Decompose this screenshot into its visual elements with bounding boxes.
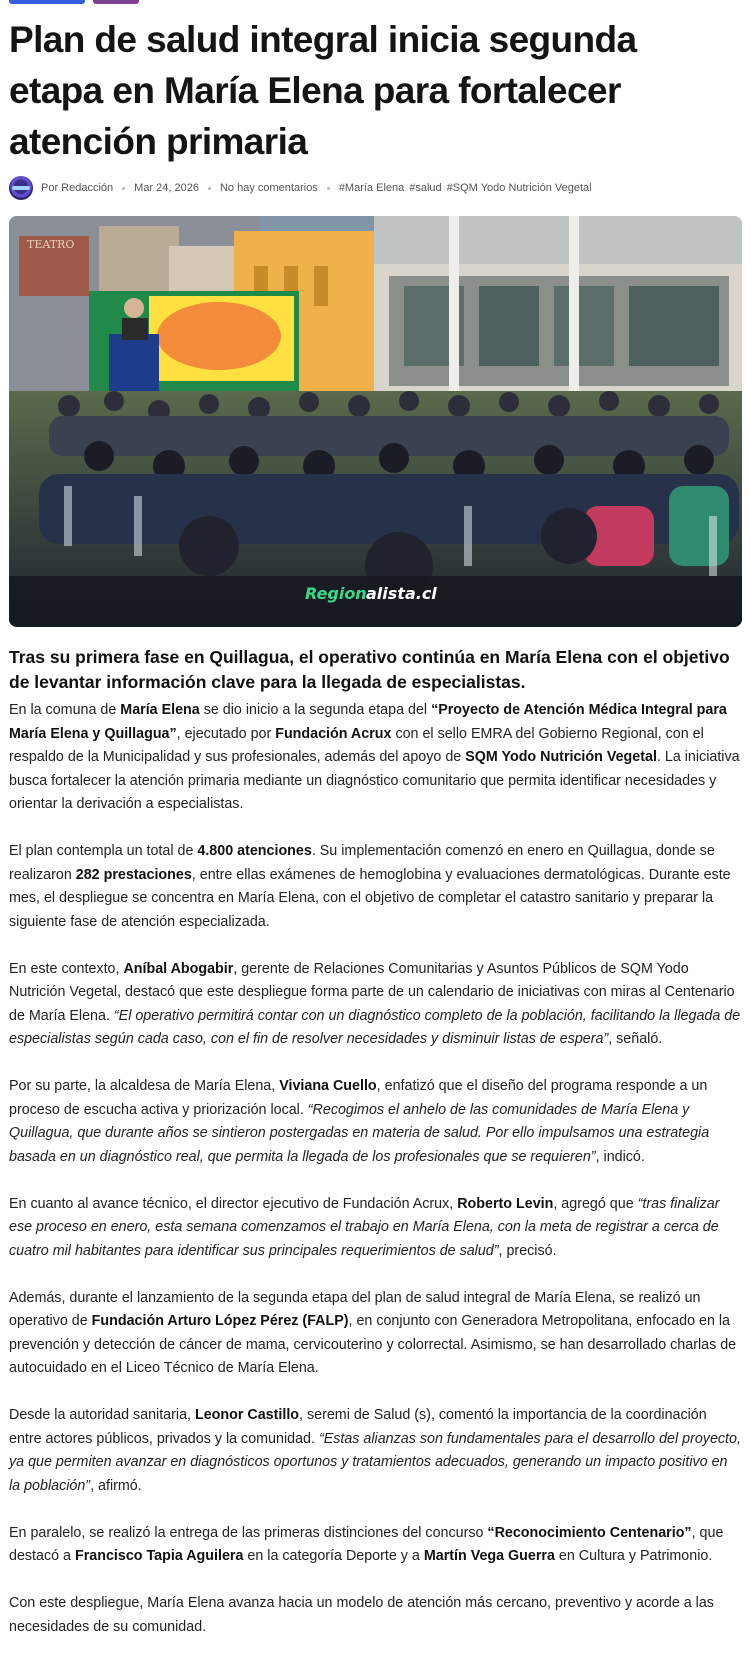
text-run: , gerente de Relaciones Comunitarias y Asuntos Públicos de SQM Yodo Nutrición Vegetal, destacó que este despliegue forma parte de un calendario de iniciativas con miras al Centenario de María Elena. bbox=[9, 960, 735, 1024]
event-photo-icon bbox=[9, 216, 742, 627]
text-run: , seremi de Salud (s), comentó la importancia de la coordinación entre actores públicos, privados y la comunidad. bbox=[9, 1407, 707, 1447]
text-run: En paralelo, se realizó la entrega de las primeras distinciones del concurso bbox=[9, 1524, 488, 1541]
article-meta bbox=[9, 176, 739, 200]
bold-text: Leonor Castillo bbox=[194, 1407, 300, 1423]
text-run: . Su implementación comenzó en enero en Quillagua, donde se realizaron bbox=[9, 843, 715, 883]
author-link[interactable]: Por Redacción bbox=[41, 182, 114, 194]
article-body bbox=[9, 699, 742, 1663]
article-paragraph bbox=[9, 1592, 742, 1639]
bold-text: Viviana Cuello bbox=[279, 1078, 377, 1094]
text-run: , señaló. bbox=[608, 1031, 663, 1047]
text-run: Desde la autoridad sanitaria, bbox=[9, 1407, 195, 1423]
text-run: , ejecutado por bbox=[176, 725, 276, 742]
text-run: , precisó. bbox=[498, 1242, 557, 1259]
text-run: En cuanto al avance técnico, el director ejecutivo de Fundación Acrux, bbox=[9, 1195, 458, 1212]
bold-text: Roberto Levin bbox=[457, 1195, 554, 1212]
bold-text: 4.800 atenciones bbox=[197, 843, 312, 859]
mural-banner: TEATRO bbox=[27, 238, 75, 251]
text-run: , que destacó a bbox=[9, 1524, 724, 1564]
article-paragraph bbox=[9, 1522, 742, 1569]
bold-text: Aníbal Abogabir bbox=[123, 960, 234, 977]
text-run: en la categoría Deporte y a bbox=[243, 1548, 424, 1564]
quote-text: “El operativo permitirá contar con un diagnóstico completo de la población, facilitando la llegada de especialistas según cada caso, con el fin de resolver necesidades y disminuir listas de espera” bbox=[9, 1007, 741, 1047]
bold-text: Fundación Acrux bbox=[275, 725, 392, 742]
text-run: , indicó. bbox=[595, 1148, 645, 1165]
article-paragraph bbox=[9, 840, 742, 934]
text-run: , en conjunto con Generadora Metropolitana, enfocado en la prevención y detección de cáncer de mama, cervicouterino y colorrectal. Asimismo, se han desarrollado charlas de autocuidado en el Liceo Técnico de María Elena. bbox=[9, 1313, 737, 1376]
quote-text: “Estas alianzas son fundamentales para el desarrollo del proyecto, ya que permiten avanzar en diagnósticos oportunos y tratamientos adecuados, generando un impacto positivo en la población” bbox=[9, 1430, 741, 1494]
watermark-domain: alista.cl bbox=[366, 584, 437, 603]
article-title: Plan de salud integral inicia segunda etapa en María Elena para fortalecer atención primaria bbox=[9, 19, 637, 162]
text-run: , enfatizó que el diseño del programa responde a un proceso de escucha activa y priorización local. bbox=[9, 1078, 708, 1118]
separator-dot bbox=[122, 187, 125, 190]
watermark-region: Region bbox=[305, 584, 367, 603]
text-run: En la comuna de bbox=[9, 702, 121, 718]
bold-text: 282 prestaciones bbox=[75, 866, 192, 883]
quote-text: “tras finalizar ese proceso en enero, esta semana comenzamos el trabajo en María Elena, con la meta de registrar a cerca de cuatro mil habitantes para identificar sus principales requerimientos de salud” bbox=[9, 1195, 720, 1259]
bold-text: “Reconocimiento Centenario” bbox=[487, 1524, 692, 1541]
tag-link[interactable]: #SQM Yodo Nutrición Vegetal bbox=[446, 182, 592, 194]
article-paragraph bbox=[9, 699, 742, 817]
text-run: En este contexto, bbox=[9, 960, 124, 977]
text-run: . La iniciativa busca fortalecer la atención primaria mediante un diagnóstico comunitario que permita identificar necesidades y orientar la derivación a especialistas. bbox=[9, 749, 740, 812]
text-run: Por su parte, la alcaldesa de María Elena, bbox=[9, 1078, 280, 1094]
text-run: , afirmó. bbox=[90, 1477, 142, 1494]
bold-text: SQM Yodo Nutrición Vegetal bbox=[465, 749, 657, 765]
article-paragraph bbox=[9, 1075, 742, 1169]
author-avatar[interactable] bbox=[9, 176, 33, 200]
tag-link[interactable]: #salud bbox=[409, 182, 442, 194]
bold-text: “Proyecto de Atención Médica Integral para María Elena y Quillagua” bbox=[9, 702, 727, 742]
tag-link[interactable]: #María Elena bbox=[338, 182, 405, 194]
text-run: Con este despliegue, María Elena avanza hacia un modelo de atención más cercano, preventivo y acorde a las necesidades de su comunidad. bbox=[9, 1595, 714, 1635]
article-paragraph bbox=[9, 1193, 742, 1264]
bold-text: Martín Vega Guerra bbox=[423, 1548, 555, 1564]
featured-image bbox=[9, 216, 742, 627]
quote-text: “Recogimos el anhelo de las comunidades de María Elena y Quillagua, que durante años se sintieron postergadas en materia de salud. Por ello impulsamos una estrategia basada en un diagnóstico real, que permita la llegada de los profesionales que se requieren” bbox=[9, 1101, 710, 1165]
publish-date[interactable]: Mar 24, 2026 bbox=[134, 182, 199, 194]
text-run: con el sello EMRA del Gobierno Regional, con el respaldo de la Municipalidad y sus profesionales, además del apoyo de bbox=[9, 725, 704, 765]
bold-text: Fundación Arturo López Pérez (FALP) bbox=[91, 1313, 349, 1329]
article-lead: Tras su primera fase en Quillagua, el operativo continúa en María Elena con el objetivo de levantar información clave para la llegada de especialistas. bbox=[9, 647, 730, 692]
bold-text: Francisco Tapia Aguilera bbox=[74, 1548, 244, 1564]
text-run: Además, durante el lanzamiento de la segunda etapa del plan de salud integral de María Elena, se realizó un operativo de bbox=[9, 1289, 701, 1329]
text-run: se dio inicio a la segunda etapa del bbox=[199, 702, 432, 718]
article-paragraph bbox=[9, 1287, 742, 1381]
article-paragraph bbox=[9, 1404, 742, 1498]
category-tag-strip[interactable] bbox=[9, 0, 139, 4]
separator-dot bbox=[327, 187, 330, 190]
text-run: El plan contempla un total de bbox=[9, 843, 198, 859]
comments-link[interactable]: No hay comentarios bbox=[219, 182, 318, 194]
bold-text: María Elena bbox=[120, 702, 200, 718]
text-run: , agregó que bbox=[553, 1195, 638, 1212]
article-paragraph bbox=[9, 958, 742, 1052]
text-run: , entre ellas exámenes de hemoglobina y evaluaciones dermatológicas. Durante este mes, el despliegue se concentra en María Elena, con el objetivo de completar el catastro sanitario y preparar la siguiente fase de atención especializada. bbox=[9, 866, 731, 930]
separator-dot bbox=[208, 187, 211, 190]
text-run: en Cultura y Patrimonio. bbox=[554, 1548, 713, 1564]
